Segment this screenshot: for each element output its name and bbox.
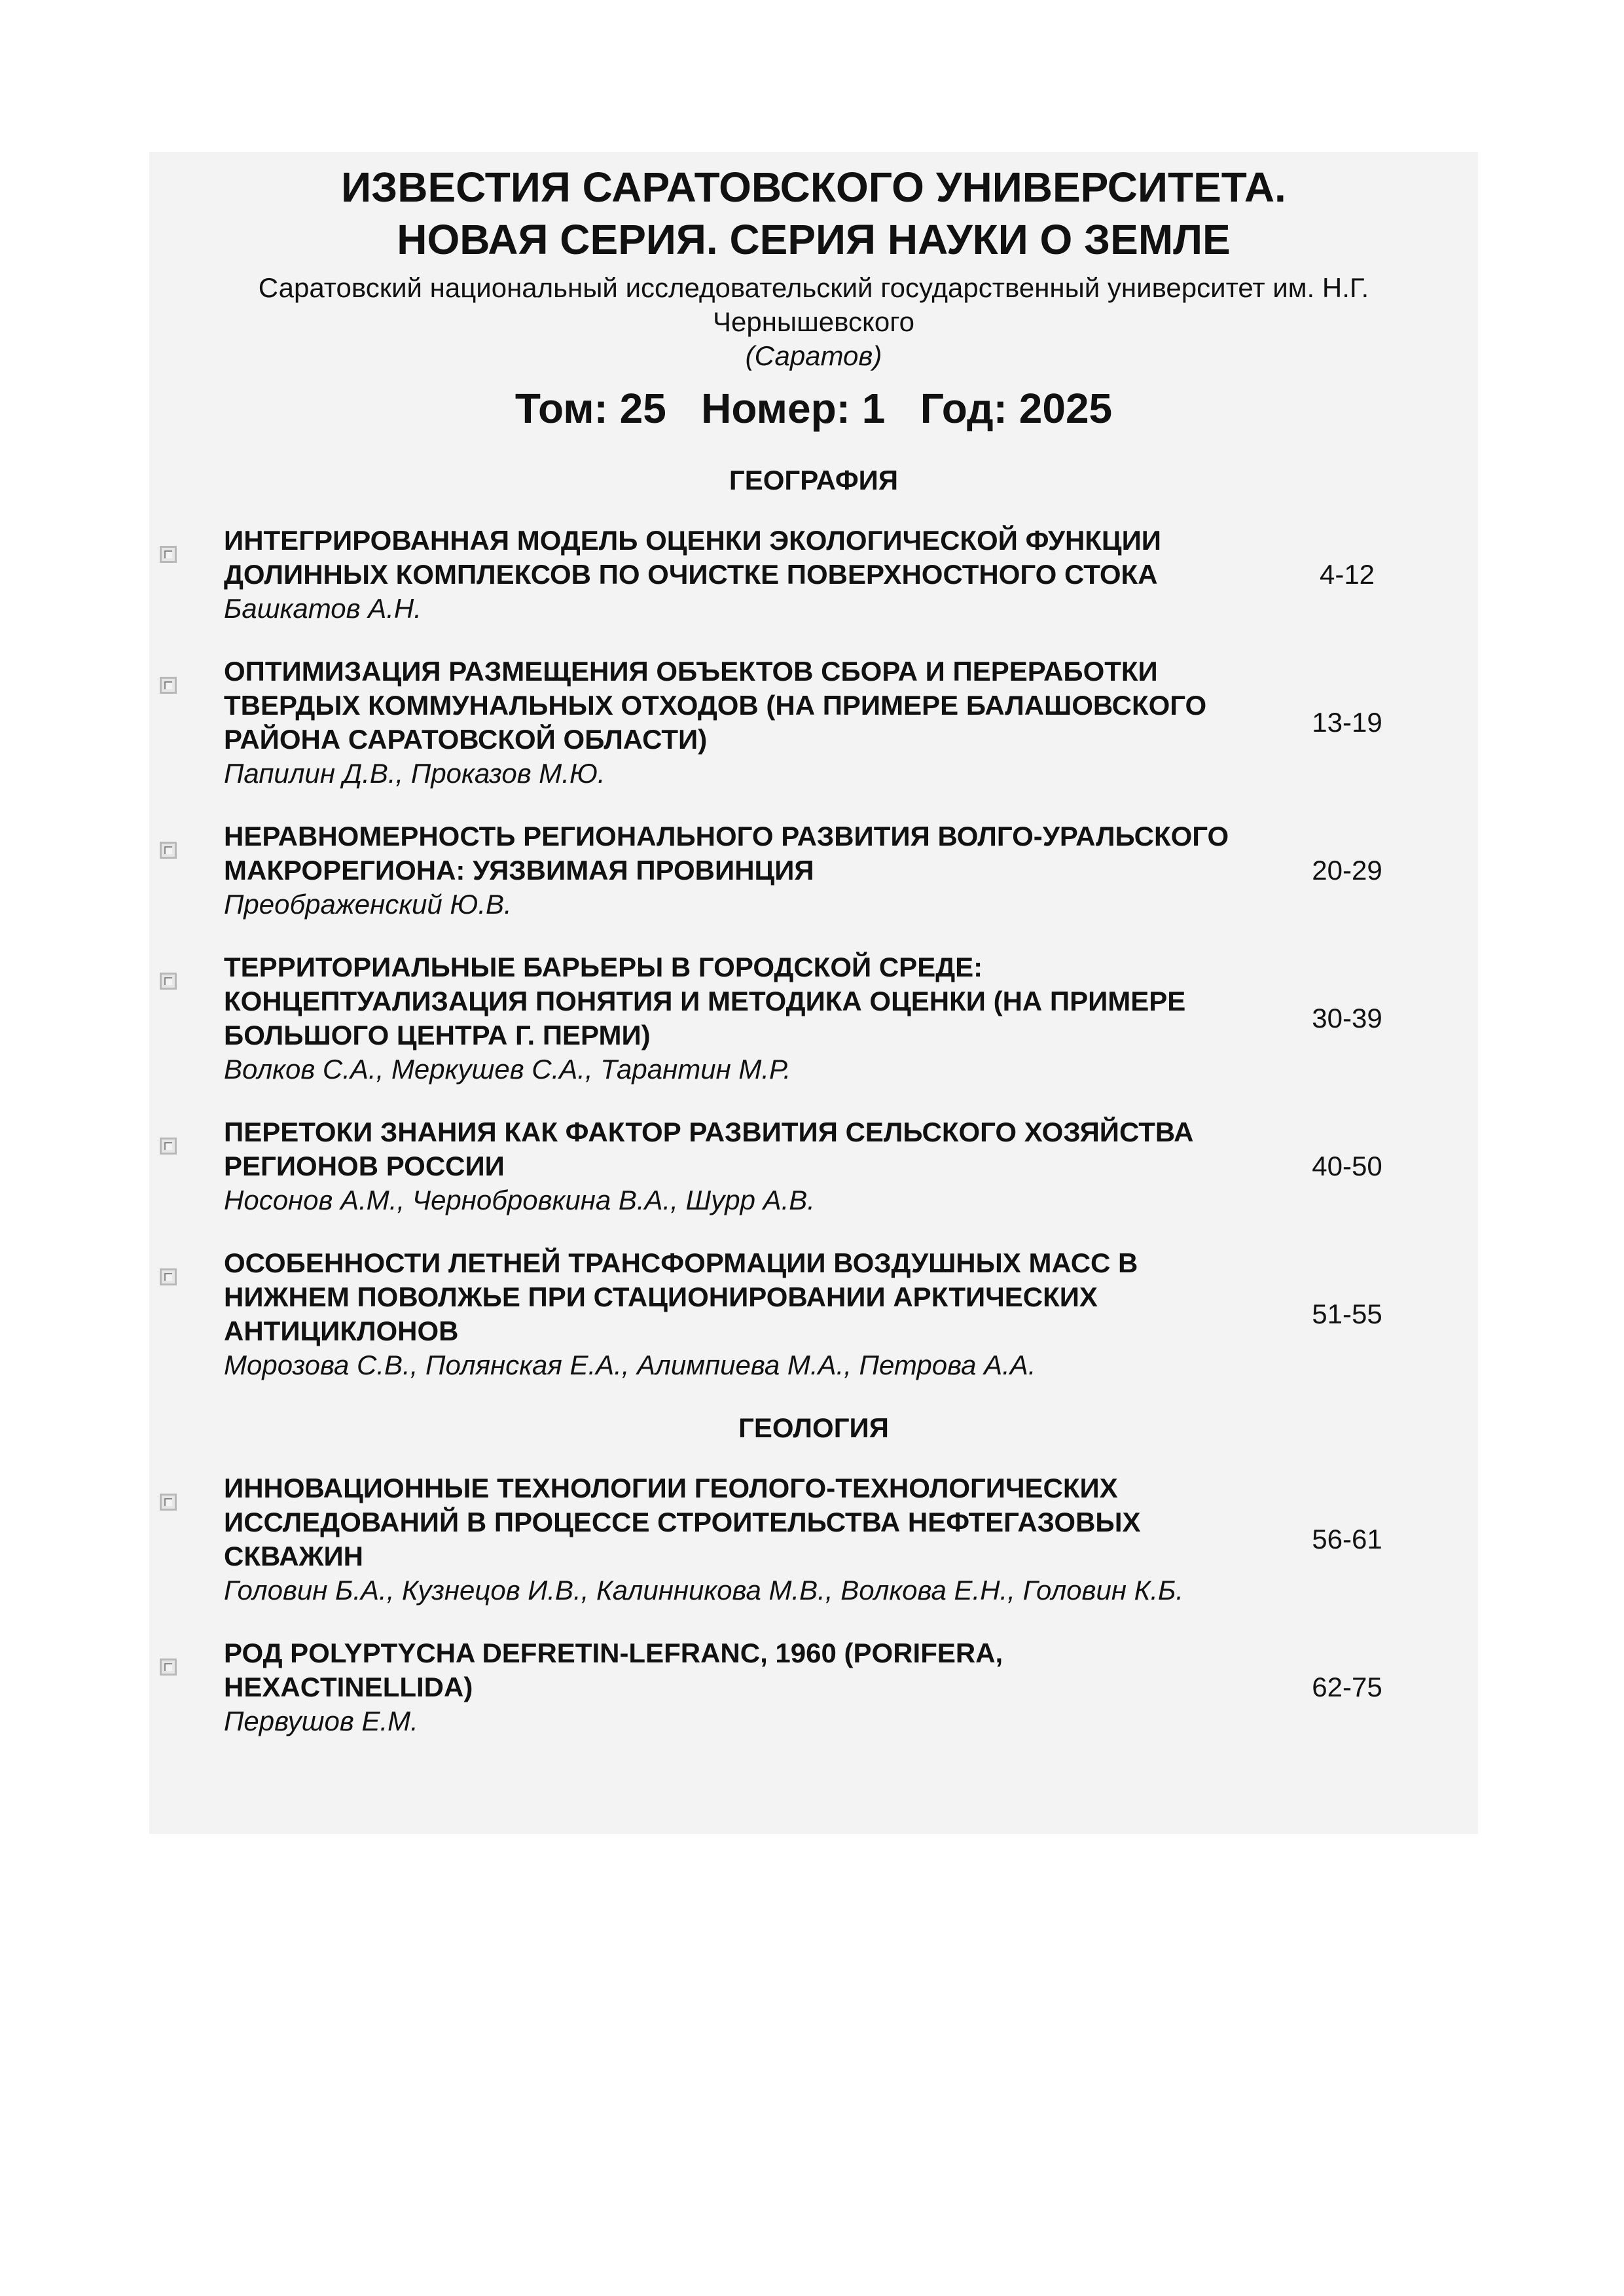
select-article-checkbox[interactable] — [160, 1138, 177, 1155]
article-pages: 20-29 — [1312, 855, 1382, 886]
number-value: 1 — [861, 385, 886, 432]
select-article-checkbox[interactable] — [160, 1494, 177, 1511]
select-article-checkbox[interactable] — [160, 1659, 177, 1676]
article-pages: 40-50 — [1312, 1151, 1382, 1181]
year-value: 2025 — [1019, 385, 1113, 432]
select-article-checkbox[interactable] — [160, 677, 177, 694]
publisher-name: Саратовский национальный исследовательский государственный университет им. Н.Г. Чернышевского — [258, 272, 1369, 337]
article-authors: Головин Б.А., Кузнецов И.В., Калинникова М.В., Волкова Е.Н., Головин К.Б. — [224, 1575, 1184, 1605]
article-item — [149, 1471, 1478, 1607]
article-authors: Башкатов А.Н. — [224, 593, 422, 624]
publisher-city: (Саратов) — [745, 340, 882, 371]
article-authors: Волков С.А., Меркушев С.А., Тарантин М.Р. — [224, 1054, 791, 1085]
year-label: Год: — [920, 385, 1007, 432]
section-geology — [149, 1411, 1478, 1738]
table-of-contents-panel — [149, 152, 1478, 1834]
article-authors: Преображенский Ю.В. — [224, 889, 512, 920]
number-label: Номер: — [701, 385, 850, 432]
issue-info — [149, 382, 1478, 435]
article-pages: 13-19 — [1312, 707, 1382, 738]
article-authors: Первушов Е.М. — [224, 1706, 418, 1736]
article-item — [149, 950, 1478, 1086]
article-authors: Носонов А.М., Чернобровкина В.А., Шурр А.В. — [224, 1185, 815, 1215]
volume-value: 25 — [619, 385, 666, 432]
article-item — [149, 1246, 1478, 1382]
article-pages: 56-61 — [1312, 1524, 1382, 1554]
article-title-link[interactable]: ОПТИМИЗАЦИЯ РАЗМЕЩЕНИЯ ОБЪЕКТОВ СБОРА И ПЕРЕРАБОТКИ ТВЕРДЫХ КОММУНАЛЬНЫХ ОТХОДОВ (НА ПРИМЕРЕ БАЛАШОВСКОГО РАЙОНА САРАТОВСКОЙ ОБЛАСТИ) — [224, 656, 1207, 755]
journal-title-line-2: НОВАЯ СЕРИЯ. СЕРИЯ НАУКИ О ЗЕМЛЕ — [397, 216, 1231, 263]
article-pages: 51-55 — [1312, 1299, 1382, 1329]
select-article-checkbox[interactable] — [160, 1268, 177, 1285]
article-title-link[interactable]: ИНТЕГРИРОВАННАЯ МОДЕЛЬ ОЦЕНКИ ЭКОЛОГИЧЕСКОЙ ФУНКЦИИ ДОЛИННЫХ КОМПЛЕКСОВ ПО ОЧИСТКЕ ПОВЕРХНОСТНОГО СТОКА — [224, 525, 1161, 590]
article-item — [149, 655, 1478, 791]
select-article-checkbox[interactable] — [160, 973, 177, 990]
select-article-checkbox[interactable] — [160, 842, 177, 859]
article-item — [149, 1636, 1478, 1738]
article-pages: 30-39 — [1312, 1003, 1382, 1033]
article-pages: 62-75 — [1312, 1672, 1382, 1702]
article-pages: 4-12 — [1319, 559, 1375, 590]
article-item — [149, 524, 1478, 626]
section-geography — [149, 463, 1478, 1382]
journal-header — [149, 152, 1478, 435]
article-item — [149, 819, 1478, 922]
article-title-link[interactable]: НЕРАВНОМЕРНОСТЬ РЕГИОНАЛЬНОГО РАЗВИТИЯ ВОЛГО-УРАЛЬСКОГО МАКРОРЕГИОНА: УЯЗВИМАЯ ПРОВИНЦИЯ — [224, 821, 1229, 886]
article-title-link[interactable]: ОСОБЕННОСТИ ЛЕТНЕЙ ТРАНСФОРМАЦИИ ВОЗДУШНЫХ МАСС В НИЖНЕМ ПОВОЛЖЬЕ ПРИ СТАЦИОНИРОВАНИИ АРКТИЧЕСКИХ АНТИЦИКЛОНОВ — [224, 1247, 1138, 1346]
section-heading: ГЕОГРАФИЯ — [729, 465, 899, 495]
article-title-link[interactable]: ПЕРЕТОКИ ЗНАНИЯ КАК ФАКТОР РАЗВИТИЯ СЕЛЬСКОГО ХОЗЯЙСТВА РЕГИОНОВ РОССИИ — [224, 1117, 1194, 1181]
volume-label: Том: — [514, 385, 608, 432]
article-title-link[interactable]: ИННОВАЦИОННЫЕ ТЕХНОЛОГИИ ГЕОЛОГО-ТЕХНОЛОГИЧЕСКИХ ИССЛЕДОВАНИЙ В ПРОЦЕССЕ СТРОИТЕЛЬСТВА НЕФТЕГАЗОВЫХ СКВАЖИН — [224, 1473, 1141, 1571]
article-authors: Папилин Д.В., Проказов М.Ю. — [224, 758, 605, 789]
article-authors: Морозова С.В., Полянская Е.А., Алимпиева М.А., Петрова А.А. — [224, 1350, 1036, 1380]
article-title-link[interactable]: ТЕРРИТОРИАЛЬНЫЕ БАРЬЕРЫ В ГОРОДСКОЙ СРЕДЕ: КОНЦЕПТУАЛИЗАЦИЯ ПОНЯТИЯ И МЕТОДИКА ОЦЕНКИ (НА ПРИМЕРЕ БОЛЬШОГО ЦЕНТРА Г. ПЕРМИ) — [224, 952, 1186, 1050]
select-article-checkbox[interactable] — [160, 546, 177, 563]
journal-title-line-1: ИЗВЕСТИЯ САРАТОВСКОГО УНИВЕРСИТЕТА. — [341, 164, 1286, 211]
section-heading: ГЕОЛОГИЯ — [738, 1412, 889, 1443]
article-title-link[interactable]: РОД POLYPTYCHA DEFRETIN-LEFRANC, 1960 (PORIFERA, HEXACTINELLIDA) — [224, 1638, 1003, 1702]
article-item — [149, 1115, 1478, 1217]
